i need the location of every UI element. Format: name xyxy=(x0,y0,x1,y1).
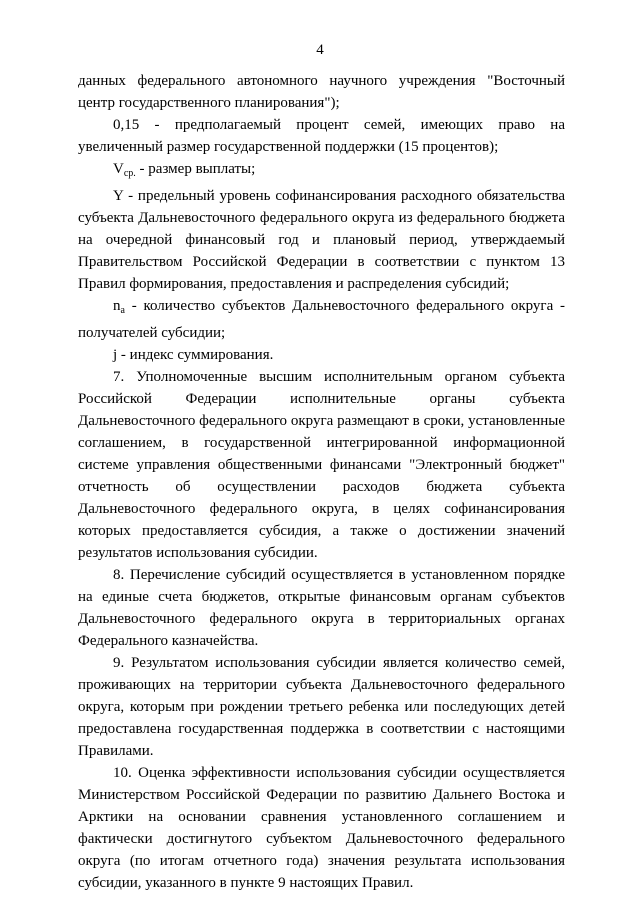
paragraph-source-continuation: данных федерального автономного научного учреждения "Восточный центр государственного планирования"); xyxy=(78,73,565,111)
paragraph-n-definition xyxy=(78,295,565,344)
paragraph-10: 10. Оценка эффективности использования субсидии осуществляется Министерством Российской Федерации по развитию Дальнего Востока и Арктики на основании сравнения установленного соглашением и фактически достигнутого субъектом Дальневосточного федерального округа (по итогам отчетного года) значения результата использования субсидии, указанного в пункте 9 настоящих Правил. xyxy=(78,765,565,891)
paragraph-j-definition: j - индекс суммирования. xyxy=(113,347,274,363)
document-body xyxy=(78,70,565,894)
v-subscript: ср. xyxy=(123,168,136,179)
v-symbol: V xyxy=(113,161,124,177)
paragraph-9: 9. Результатом использования субсидии является количество семей, проживающих на территории субъекта Дальневосточного федерального округа, которым при рождении третьего ребенка или последующих детей предоставлена государственная поддержка в соответствии с настоящими Правилами. xyxy=(78,655,565,759)
page-number: 4 xyxy=(316,42,324,58)
n-subscript: a xyxy=(120,305,125,316)
v-text: - размер выплаты; xyxy=(135,161,256,177)
paragraph-coefficient-015: 0,15 - предполагаемый процент семей, имеющих право на увеличенный размер государственной поддержки (15 процентов); xyxy=(78,117,565,155)
n-text: - количество субъектов Дальневосточного федерального округа - получателей субсидии; xyxy=(78,298,565,341)
n-symbol: n xyxy=(113,298,121,314)
paragraph-7: 7. Уполномоченные высшим исполнительным органом субъекта Российской Федерации исполнительные органы субъекта Дальневосточного федерального округа размещают в сроки, установленные соглашением, в государственной интегрированной информационной системе управления общественными финансами "Электронный бюджет" отчетность об осуществлении расходов бюджета субъекта Дальневосточного федерального округа, в целях софинансирования которых предоставляется субсидия, а также о достижении значений результатов использования субсидии. xyxy=(78,369,565,561)
paragraph-y-definition: Y - предельный уровень софинансирования расходного обязательства субъекта Дальневосточного федерального округа из федерального бюджета на очередной финансовый год и плановый период, утверждаемый Правительством Российской Федерации в соответствии с пунктом 13 Правил формирования, предоставления и распределения субсидий; xyxy=(78,188,565,292)
paragraph-8: 8. Перечисление субсидий осуществляется в установленном порядке на единые счета бюджетов, открытые финансовым органам субъектов Дальневосточного федерального округа в территориальных органах Федерального казначейства. xyxy=(78,567,565,649)
paragraph-v-definition xyxy=(78,158,565,185)
